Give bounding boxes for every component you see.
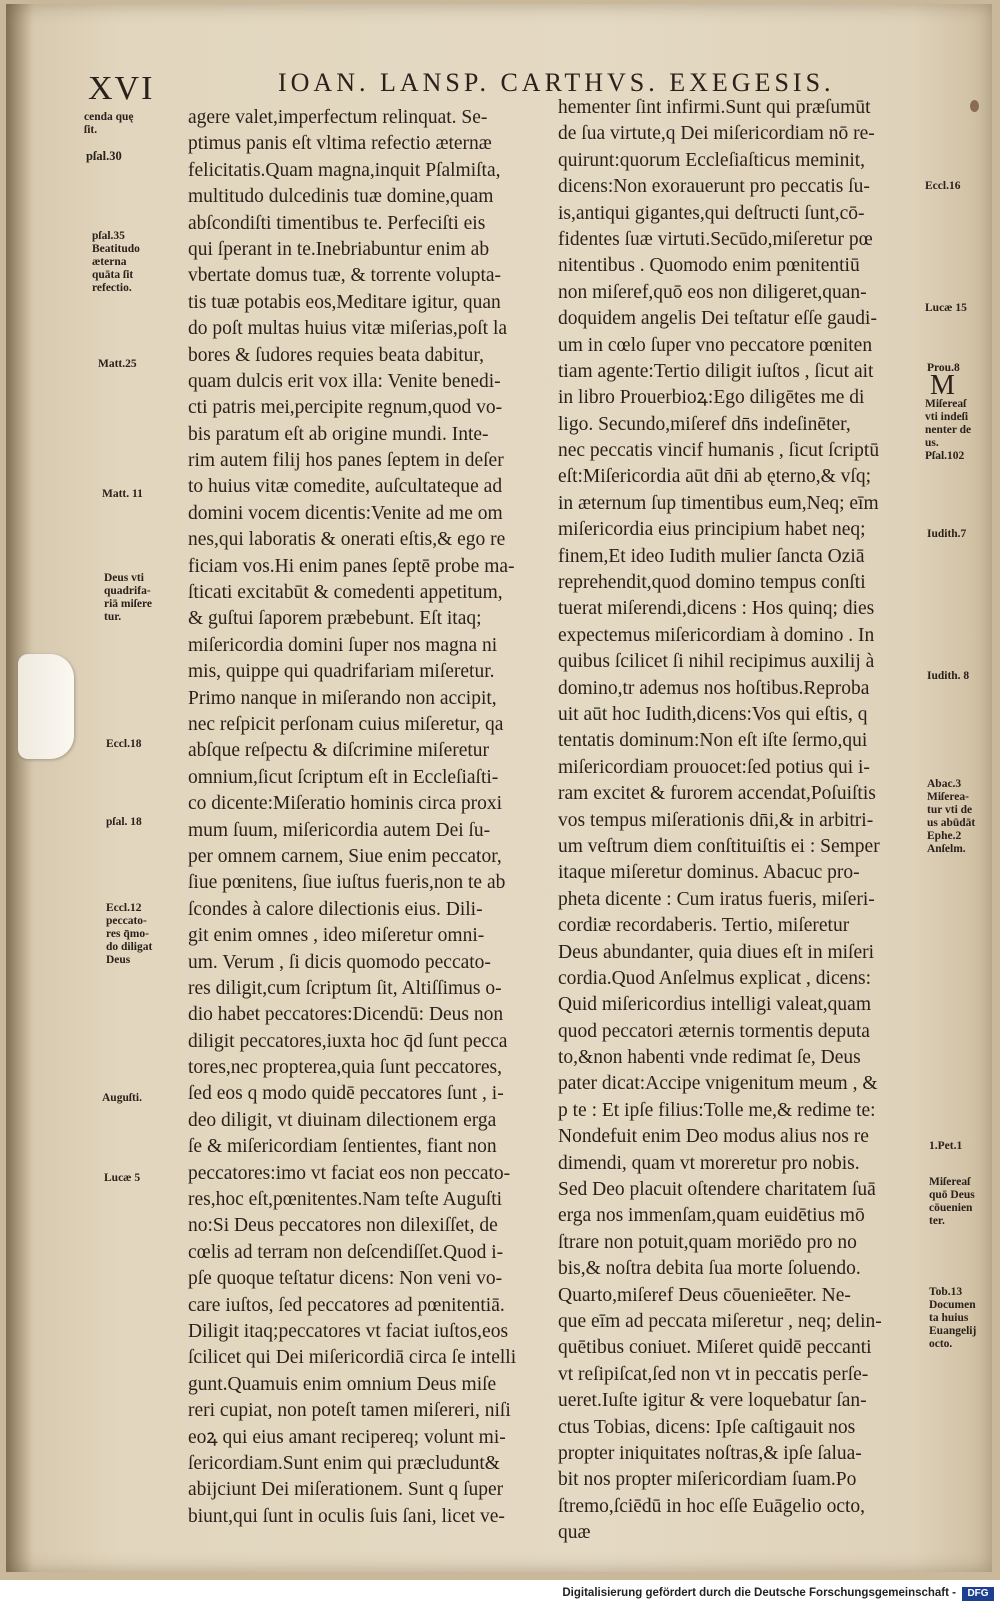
text-line: qui ſperant in te.Inebriabuntur enim ab: [188, 238, 490, 260]
text-line: ueret.Iuſte igitur & vere loquebatur ſan-: [558, 1390, 867, 1412]
text-line: tores,nec propterea,quia ſunt peccatores,: [188, 1057, 503, 1079]
text-line: ſtrare non potuit,quam moriēdo pro no: [558, 1231, 857, 1253]
margin-note: Eccl.12 peccato- res q̄mo- do diligat Deus: [106, 902, 153, 966]
dfg-logo: DFG: [962, 1587, 994, 1601]
text-line: reprehendit,quod domino tempus conſti: [558, 572, 866, 594]
text-line: ſiue pœnitens, ſiue iuſtus fueris,non te ab: [188, 872, 506, 894]
text-line: ſticati excitabūt & comedenti appetitum,: [188, 582, 503, 604]
text-line: nec peccatis vincif humanis , ſicut ſcriptū: [558, 440, 880, 462]
text-line: per omnem carnem, Siue enim peccator,: [188, 845, 502, 867]
text-line: git enim omnes , ideo miſeretur omni-: [188, 925, 485, 947]
margin-initial: M: [930, 370, 955, 401]
margin-note: Auguſti.: [102, 1092, 142, 1104]
text-line: p te : Et ipſe filius:Tolle me,& redime te:: [558, 1099, 876, 1121]
margin-note: 1.Pet.1: [929, 1140, 963, 1152]
text-line: co dicente:Miſeratio hominis circa proxi: [188, 793, 503, 815]
text-line: miſericordia eius principium habet neq;: [558, 519, 866, 541]
text-line: um. Verum , ſi dicis quomodo peccato-: [188, 951, 491, 973]
text-line: quētibus coniuet. Miſeret quidē peccanti: [558, 1337, 872, 1359]
margin-note: Miſereaſ quō Deus cōuenien ter.: [929, 1176, 975, 1227]
text-line: ſed eos q modo quidē peccatores ſunt , i-: [188, 1083, 504, 1105]
margin-note: Prou.8: [927, 362, 960, 374]
margin-note: Iudith. 8: [927, 670, 970, 682]
text-line: abijciunt Dei miſerationem. Sunt q ſuper: [188, 1479, 504, 1501]
text-line: omnium,ſicut ſcriptum eſt in Eccleſiaſti-: [188, 766, 499, 788]
text-line: pheta dicente : Cum iratus fueris, miſeri-: [558, 888, 875, 910]
text-line: bis,& noſtra debita ſua morte ſoluendo.: [558, 1258, 861, 1280]
margin-note: pſal. 18: [106, 816, 142, 828]
margin-note: pſal.35 Beatitudo æterna quāta ſit refectio.: [92, 230, 140, 294]
text-line: agere valet,imperfectum relinquat. Se-: [188, 107, 488, 128]
text-line: felicitatis.Quam magna,inquit Pſalmiſta,: [188, 159, 501, 181]
text-line: quod peccatori æternis tormentis deputa: [558, 1020, 870, 1042]
text-line: Sed Deo placuit oſtendere charitatem ſuā: [558, 1179, 876, 1201]
page-number: XVI: [88, 70, 155, 107]
text-line: pater dicat:Accipe vnigenitum meum , &: [558, 1073, 878, 1095]
text-line: vt reſipiſcat,ſed non vt in peccatis perſe-: [558, 1363, 869, 1385]
text-line: Quarto,miſeref Deus cōuenieēter. Ne-: [558, 1284, 851, 1306]
text-line: cordiæ recordaberis. Tertio, miſeretur: [558, 915, 850, 937]
text-line: quibus ſcilicet ſi nihil recipimus auxilij à: [558, 651, 875, 673]
text-line: propter iniquitates noſtras,& ipſe ſalua-: [558, 1442, 862, 1464]
text-line: ctus Tobias, dicens: Ipſe caſtigauit nos: [558, 1416, 856, 1438]
right-text-column: [558, 95, 882, 1546]
text-line: doquidem angelis Dei teſtatur eſſe gaudi-: [558, 308, 877, 330]
text-line: domini vocem dicentis:Venite ad me om: [188, 502, 503, 524]
text-line: ſe & miſericordiam ſentientes, fiant non: [188, 1136, 497, 1158]
text-line: in libro Prouerbioꝝ:Ego diligētes me di: [558, 387, 865, 409]
text-line: is,antiqui gigantes,qui deſtructi ſunt,cō-: [558, 202, 865, 224]
text-line: peccatores:imo vt faciat eos non peccato-: [188, 1162, 511, 1184]
text-line: bit nos propter miſericordiam ſuam.Po: [558, 1469, 857, 1491]
text-line: ſericordiam.Sunt enim qui præcludunt&: [188, 1452, 500, 1474]
text-line: dimendi, quam vt moreretur pro nobis.: [558, 1152, 860, 1174]
text-line: res,hoc eſt,pœnitentes.Nam teſte Auguſti: [188, 1189, 503, 1211]
text-line: dicens:Non exorauerunt pro peccatis ſu-: [558, 176, 870, 198]
text-line: abſque reſpectu & diſcrimine miſeretur: [188, 740, 490, 762]
text-line: eoꝝ qui eius amant recipereq; volunt mi-: [188, 1426, 506, 1448]
margin-note: Deus vti quadrifa- riā miſere tur.: [104, 572, 152, 623]
text-line: abſcondiſti timentibus te. Perfeciſti eis: [188, 212, 486, 234]
text-line: ſcilicet qui Dei miſericordiā circa ſe intelli: [188, 1347, 517, 1369]
text-line: nitentibus . Quomodo enim pœnitentiū: [558, 255, 860, 277]
text-line: Diligit itaq;peccatores vt faciat iuſtos,eos: [188, 1320, 509, 1342]
text-line: tiam agente:Tertio diligit iuſtos , ſicut ait: [558, 360, 874, 382]
margin-note: cenda quę ſit.: [84, 111, 134, 136]
text-line: multitudo dulcedinis tuæ domine,quam: [188, 186, 494, 208]
text-line: ram excitet & furorem accendat,Poſuiſtis: [558, 783, 876, 805]
text-line: mis, quippe qui quadrifariam miſeretur.: [188, 661, 495, 683]
text-line: gunt.Quamuis enim omnium Deus miſe: [188, 1373, 497, 1395]
margin-note: Eccl.16: [925, 180, 961, 192]
text-line: quæ: [558, 1522, 591, 1544]
text-line: uit aūt hoc Iudith,dicens:Vos qui eſtis, q: [558, 703, 868, 725]
text-line: tentatis dominum:Non eſt iſte ſermo,qui: [558, 730, 868, 752]
text-line: que eīm ad peccata miſeretur , neq; delin-: [558, 1310, 882, 1332]
text-line: Primo nanque in miſerando non accipit,: [188, 687, 497, 709]
margin-note: Matt. 11: [102, 488, 143, 500]
text-line: ſcondes à calore dilectionis eius. Dili-: [188, 898, 483, 920]
text-line: cordia.Quod Anſelmus explicat , dicens:: [558, 967, 872, 989]
text-line: Deus abundanter, quia diues eſt in miſeri: [558, 941, 875, 963]
text-line: biunt,qui ſunt in oculis ſuis ſani, licet ve-: [188, 1505, 505, 1527]
text-line: quam dulcis erit vox illa: Venite benedi-: [188, 370, 501, 392]
text-line: vbertate domus tuæ, & torrente volupta-: [188, 265, 502, 287]
text-line: ptimus panis eſt vltima refectio æternæ: [188, 133, 492, 155]
text-line: bores & ſudores requies beata dabitur,: [188, 344, 484, 366]
margin-note: Iudith.7: [927, 528, 967, 540]
margin-note: Abac.3 Miſerea- tur vti de us abūdāt Ephe.2 Anſelm.: [927, 778, 976, 855]
margin-note: Miſereaſ vti indeſi nenter de us. Pſal.102: [925, 398, 972, 462]
text-line: hementer ſint infirmi.Sunt qui præſumūt: [558, 97, 871, 118]
text-line: reri cupiat, non poteſt tamen miſereri, niſi: [188, 1400, 511, 1422]
text-line: do poſt multas huius vitæ miſerias,poſt la: [188, 318, 508, 340]
text-line: non miſeref,quō eos non diligeret,quan-: [558, 281, 867, 303]
text-line: domino,tr ademus nos hoſtibus.Reproba: [558, 677, 870, 699]
text-line: tuerat miſerendi,dicens : Hos quinq; dies: [558, 598, 875, 620]
text-line: eſt:Miſericordia aūt dn̄i ab ęterno,& vſq;: [558, 466, 871, 488]
margin-note: Tob.13 Documen ta huius Euangelij octo.: [929, 1286, 977, 1350]
text-line: erga nos immenſam,quam euidētius mō: [558, 1205, 865, 1227]
text-line: miſericordiam prouocet:ſed potius qui i-: [558, 756, 870, 778]
text-line: fidentes ſuæ virtuti.Secūdo,miſeretur pœ: [558, 228, 873, 250]
text-line: deo diligit, vt diuinam dilectionem erga: [188, 1109, 497, 1131]
text-line: nes,qui laboratis & onerati eſtis,& ego re: [188, 529, 506, 551]
text-line: vos tempus miſerationis dn̄i,& in arbitri-: [558, 809, 874, 831]
text-line: bis paratum eſt ab origine mundi. Inte-: [188, 423, 489, 445]
text-line: de ſua virtute,q Dei miſericordiam nō re-: [558, 123, 875, 145]
text-line: no:Si Deus peccatores non dilexiſſet, de: [188, 1215, 498, 1237]
text-line: itaque miſeretur dominus. Abacuc pro-: [558, 862, 860, 884]
text-line: in æternum ſup timentibus eum,Neq; eīm: [558, 492, 879, 514]
text-line: to,&non habenti vnde redimat ſe, Deus: [558, 1047, 861, 1069]
left-text-column: [188, 105, 516, 1530]
text-line: quirunt:quorum Eccleſiaſticus meminit,: [558, 149, 866, 171]
footer-credit: Digitalisierung gefördert durch die Deutsche Forschungsgemeinschaft -: [562, 1587, 956, 1599]
margin-note: Lucæ 5: [104, 1172, 141, 1184]
text-line: care iuſtos, ſed peccatores ad pœnitentiā.: [188, 1294, 505, 1316]
text-line: Quid miſericordius intelligi valeat,quam: [558, 994, 872, 1016]
margin-note: Lucæ 15: [925, 302, 967, 314]
text-line: Nondefuit enim Deo modus alius nos re: [558, 1126, 869, 1148]
text-line: cœlis ad terram non deſcendiſſet.Quod i-: [188, 1241, 504, 1263]
text-line: mum ſuum, miſericordia autem Dei ſu-: [188, 819, 491, 841]
text-line: tis tuæ potabis eos,Meditare igitur, quan: [188, 291, 501, 313]
gutter-shadow: [6, 4, 32, 1572]
digitization-footer: [0, 1580, 1000, 1608]
text-line: dio habet peccatores:Dicendū: Deus non: [188, 1004, 504, 1026]
margin-note: Matt.25: [98, 358, 137, 370]
text-line: pſe quoque teſtatur dicens: Non veni vo-: [188, 1268, 503, 1290]
text-line: cti patris mei,percipite regnum,quod vo-: [188, 397, 503, 419]
text-line: expectemus miſericordiam à domino . In: [558, 624, 875, 646]
text-line: rim autem filij hos panes ſeptem in deſer: [188, 450, 504, 472]
text-line: um veſtrum diem conſtituiſtis ei : Semper: [558, 835, 880, 857]
text-line: ſtremo,ſciēdū in hoc eſſe Euāgelio octo,: [558, 1495, 866, 1517]
text-line: diligit peccatores,iuxta hoc q̄d ſunt pecca: [188, 1030, 508, 1052]
ink-stain: [970, 100, 979, 112]
text-line: res diligit,cum ſcriptum ſit, Altiſſimus o-: [188, 977, 502, 999]
running-title: IOAN. LANSP. CARTHVS. EXEGESIS.: [278, 68, 835, 97]
text-line: nec reſpicit perſonam cuius miſeretur, qa: [188, 713, 504, 735]
paper-clip: [18, 654, 74, 759]
book-page: [6, 4, 992, 1572]
text-line: ligo. Secundo,miſeref dn̄s indeſinēter,: [558, 413, 851, 435]
text-line: um in cœlo ſuper vno peccatore pœniten: [558, 334, 873, 356]
text-line: to huius vitæ comedite, auſcultateque ad: [188, 476, 503, 498]
text-line: miſericordia domini ſuper nos magna ni: [188, 634, 498, 656]
text-line: & guſtui ſaporem præbebunt. Eſt itaq;: [188, 608, 482, 630]
text-line: finem,Et ideo Iudith mulier ſancta Oziā: [558, 545, 865, 567]
text-line: ficiam vos.Hi enim panes ſeptē probe ma-: [188, 555, 515, 577]
margin-note: pſal.30: [86, 149, 122, 163]
margin-note: Eccl.18: [106, 738, 142, 750]
